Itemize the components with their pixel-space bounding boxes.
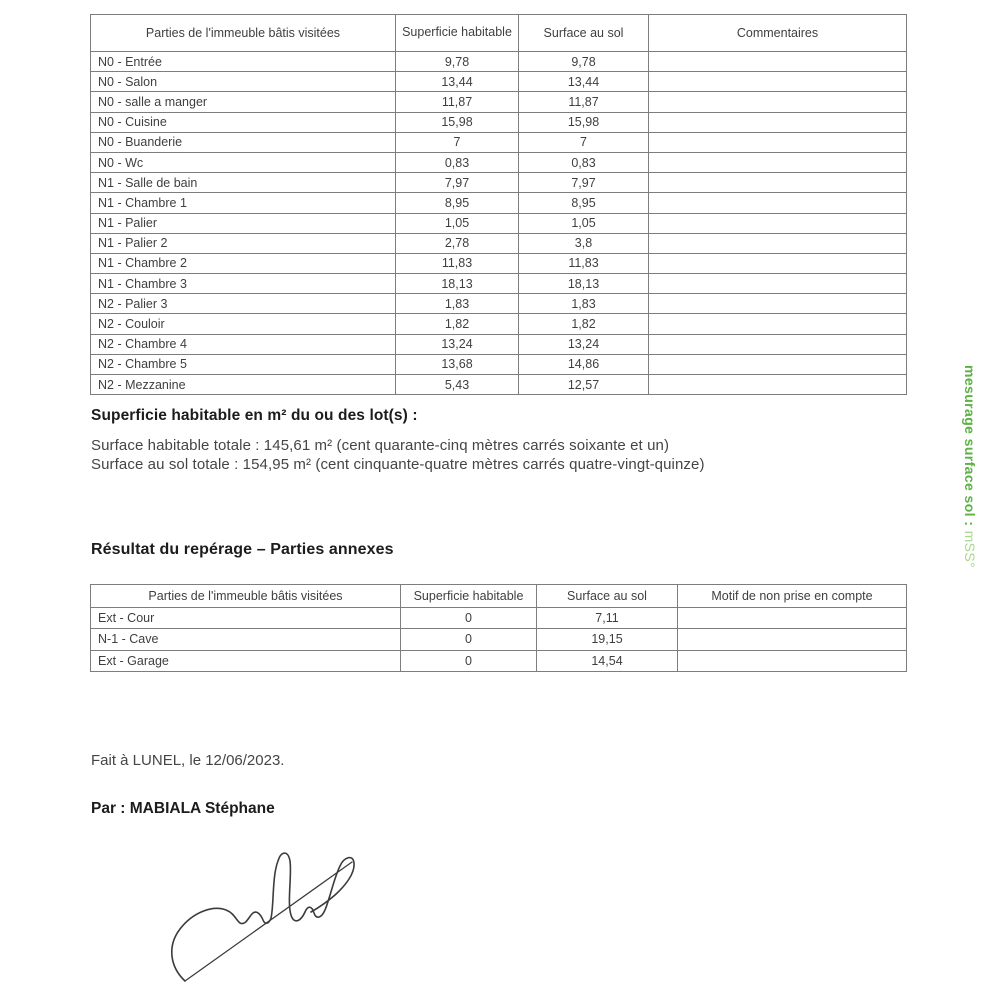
col-header-parties: Parties de l'immeuble bâtis visitées xyxy=(91,585,401,608)
table-row xyxy=(91,92,907,112)
surface-sol-cell: 7,11 xyxy=(537,608,678,629)
room-label-cell: N1 - Chambre 2 xyxy=(91,253,396,273)
comment-cell xyxy=(649,112,907,132)
surface-sol-cell: 8,95 xyxy=(519,193,649,213)
brand-watermark-bold-text: mesurage surface sol : xyxy=(962,365,978,531)
comment-cell xyxy=(649,253,907,273)
surface-sol-cell: 13,44 xyxy=(519,72,649,92)
superficie-cell: 0 xyxy=(401,650,537,671)
table-row xyxy=(91,629,907,650)
comment-cell xyxy=(649,173,907,193)
comment-cell xyxy=(649,213,907,233)
handwritten-signature xyxy=(160,818,375,986)
superficie-cell: 15,98 xyxy=(396,112,519,132)
surface-sol-cell: 3,8 xyxy=(519,233,649,253)
habitable-surfaces-table xyxy=(90,14,907,395)
superficie-cell: 1,83 xyxy=(396,294,519,314)
comment-cell xyxy=(649,314,907,334)
comment-cell xyxy=(649,334,907,354)
comment-cell xyxy=(678,650,907,671)
room-label-cell: N2 - Palier 3 xyxy=(91,294,396,314)
table-row xyxy=(91,608,907,629)
surface-sol-cell: 11,87 xyxy=(519,92,649,112)
surface-sol-cell: 13,24 xyxy=(519,334,649,354)
table-row xyxy=(91,52,907,72)
table-row xyxy=(91,132,907,152)
superficie-cell: 7 xyxy=(396,132,519,152)
table-row xyxy=(91,314,907,334)
room-label-cell: N1 - Chambre 3 xyxy=(91,274,396,294)
superficie-cell: 18,13 xyxy=(396,274,519,294)
superficie-cell: 7,97 xyxy=(396,173,519,193)
superficie-cell: 0,83 xyxy=(396,152,519,172)
col-header-motif: Motif de non prise en compte xyxy=(678,585,907,608)
surface-sol-cell: 9,78 xyxy=(519,52,649,72)
room-label-cell: N1 - Palier 2 xyxy=(91,233,396,253)
room-label-cell: N0 - salle a manger xyxy=(91,92,396,112)
superficie-cell: 8,95 xyxy=(396,193,519,213)
surface-sol-cell: 14,86 xyxy=(519,354,649,374)
place-date-line: Fait à LUNEL, le 12/06/2023. xyxy=(91,752,285,769)
table-header-row xyxy=(91,585,907,608)
table-row xyxy=(91,233,907,253)
superficie-cell: 11,83 xyxy=(396,253,519,273)
surface-sol-cell: 11,83 xyxy=(519,253,649,273)
comment-cell xyxy=(649,193,907,213)
comment-cell xyxy=(649,92,907,112)
comment-cell xyxy=(649,375,907,395)
room-label-cell: N1 - Salle de bain xyxy=(91,173,396,193)
room-label-cell: N0 - Cuisine xyxy=(91,112,396,132)
table-row xyxy=(91,294,907,314)
superficie-cell: 9,78 xyxy=(396,52,519,72)
superficie-cell: 11,87 xyxy=(396,92,519,112)
room-label-cell: N2 - Couloir xyxy=(91,314,396,334)
comment-cell xyxy=(649,152,907,172)
room-label-cell: N2 - Chambre 5 xyxy=(91,354,396,374)
table-row xyxy=(91,193,907,213)
comment-cell xyxy=(649,132,907,152)
room-label-cell: N1 - Chambre 1 xyxy=(91,193,396,213)
room-label-cell: Ext - Cour xyxy=(91,608,401,629)
surface-sol-cell: 12,57 xyxy=(519,375,649,395)
table-row xyxy=(91,112,907,132)
table-header-row xyxy=(91,15,907,52)
summary-title: Superficie habitable en m² du ou des lot(s) : xyxy=(91,407,418,424)
surface-sol-cell: 14,54 xyxy=(537,650,678,671)
surface-sol-cell: 15,98 xyxy=(519,112,649,132)
room-label-cell: N2 - Chambre 4 xyxy=(91,334,396,354)
superficie-cell: 0 xyxy=(401,629,537,650)
table-row xyxy=(91,152,907,172)
floor-total-line: Surface au sol totale : 154,95 m² (cent cinquante-quatre mètres carrés quatre-vingt-quinze) xyxy=(91,456,705,473)
superficie-cell: 13,24 xyxy=(396,334,519,354)
col-header-commentaires: Commentaires xyxy=(649,15,907,52)
table-row xyxy=(91,213,907,233)
comment-cell xyxy=(649,233,907,253)
room-label-cell: N2 - Mezzanine xyxy=(91,375,396,395)
room-label-cell: N0 - Buanderie xyxy=(91,132,396,152)
room-label-cell: N0 - Wc xyxy=(91,152,396,172)
comment-cell xyxy=(678,629,907,650)
table-row xyxy=(91,334,907,354)
annex-section-title: Résultat du repérage – Parties annexes xyxy=(91,541,394,558)
comment-cell xyxy=(649,52,907,72)
col-header-superficie: Superficie habitable xyxy=(396,15,519,52)
author-line: Par : MABIALA Stéphane xyxy=(91,800,275,817)
table-row xyxy=(91,173,907,193)
superficie-cell: 13,68 xyxy=(396,354,519,374)
superficie-cell: 2,78 xyxy=(396,233,519,253)
habitable-total-line: Surface habitable totale : 145,61 m² (cent quarante-cinq mètres carrés soixante et un) xyxy=(91,437,670,454)
room-label-cell: N0 - Entrée xyxy=(91,52,396,72)
annex-surfaces-table xyxy=(90,584,907,672)
brand-watermark-light-text: mSS° xyxy=(962,530,978,569)
room-label-cell: N1 - Palier xyxy=(91,213,396,233)
superficie-cell: 0 xyxy=(401,608,537,629)
superficie-cell: 5,43 xyxy=(396,375,519,395)
room-label-cell: N0 - Salon xyxy=(91,72,396,92)
room-label-cell: N-1 - Cave xyxy=(91,629,401,650)
surface-sol-cell: 1,05 xyxy=(519,213,649,233)
comment-cell xyxy=(649,354,907,374)
surface-sol-cell: 1,83 xyxy=(519,294,649,314)
surface-sol-cell: 7,97 xyxy=(519,173,649,193)
totals-summary xyxy=(91,407,851,474)
comment-cell xyxy=(678,608,907,629)
surface-sol-cell: 1,82 xyxy=(519,314,649,334)
col-header-superficie: Superficie habitable xyxy=(401,585,537,608)
comment-cell xyxy=(649,72,907,92)
comment-cell xyxy=(649,294,907,314)
table-row xyxy=(91,72,907,92)
col-header-surface-sol: Surface au sol xyxy=(537,585,678,608)
superficie-cell: 13,44 xyxy=(396,72,519,92)
superficie-cell: 1,82 xyxy=(396,314,519,334)
surface-sol-cell: 19,15 xyxy=(537,629,678,650)
surface-sol-cell: 18,13 xyxy=(519,274,649,294)
table-row xyxy=(91,253,907,273)
room-label-cell: Ext - Garage xyxy=(91,650,401,671)
brand-watermark xyxy=(962,365,978,568)
col-header-parties: Parties de l'immeuble bâtis visitées xyxy=(91,15,396,52)
table-row xyxy=(91,274,907,294)
table-row xyxy=(91,354,907,374)
superficie-cell: 1,05 xyxy=(396,213,519,233)
surface-sol-cell: 0,83 xyxy=(519,152,649,172)
col-header-surface-sol: Surface au sol xyxy=(519,15,649,52)
table-row xyxy=(91,650,907,671)
surface-sol-cell: 7 xyxy=(519,132,649,152)
comment-cell xyxy=(649,274,907,294)
table-row xyxy=(91,375,907,395)
